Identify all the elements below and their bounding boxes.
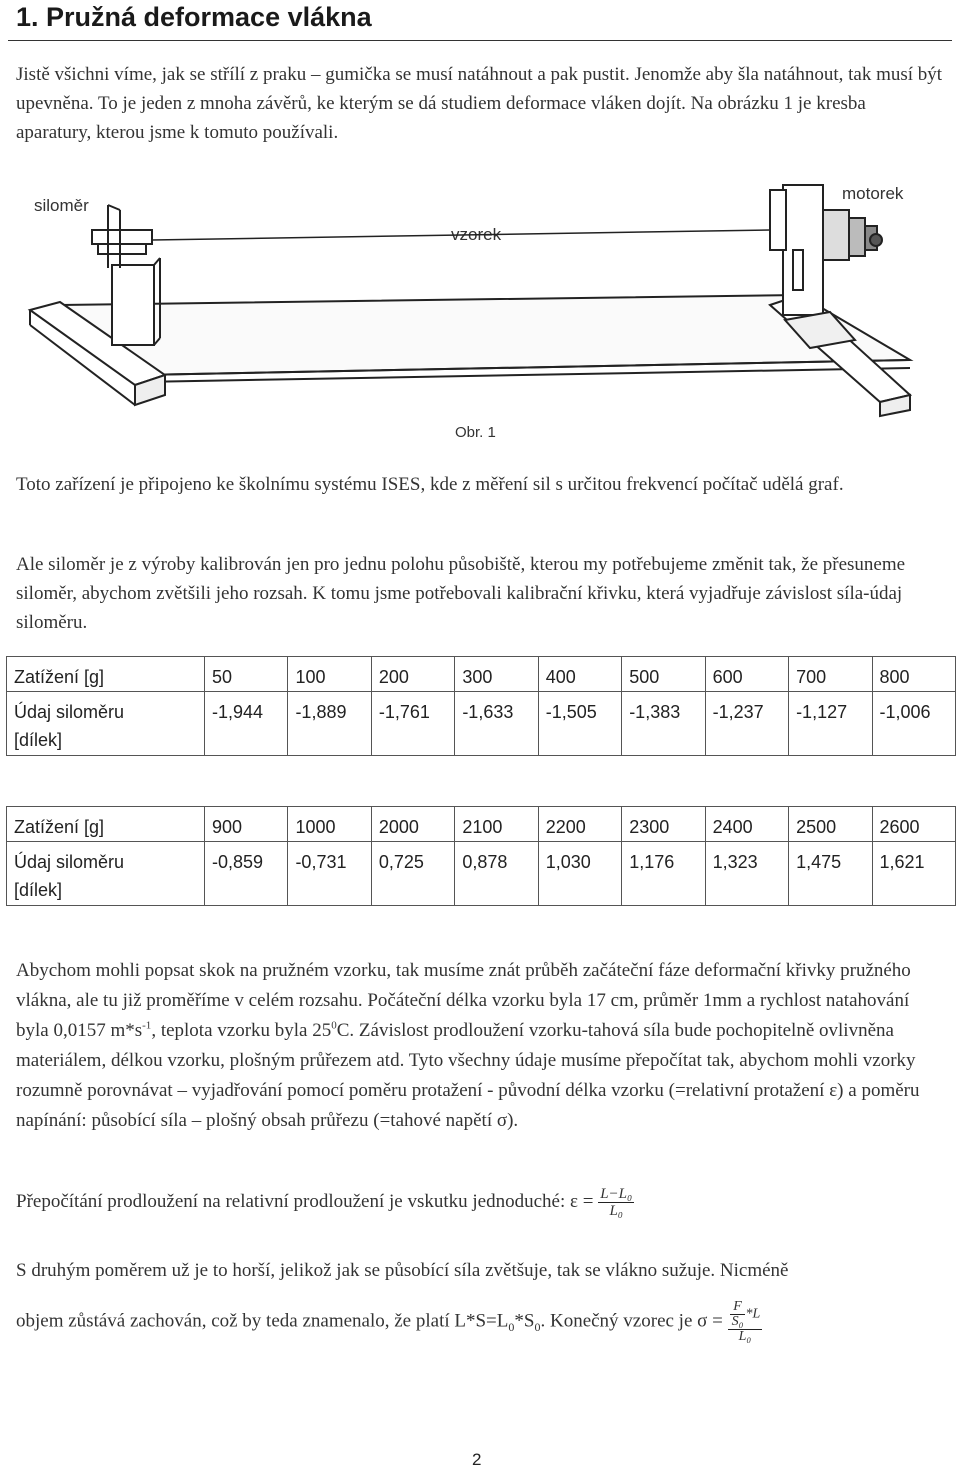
calibration-paragraph: Ale siloměr je z výroby kalibrován jen pro jednu polohu působiště, kterou my potřebujeme změnit tak, že přesuneme siloměr, abychom zvětšili jeho rozsah. K tomu jsme potřebovali kalibrační křivku, která vyjadřuje závislost síla-údaj siloměru.: [16, 554, 906, 633]
unit-exponent: -1: [142, 1019, 152, 1032]
apparatus-drawing: [0, 170, 960, 420]
sigma-inner-fraction: [730, 1300, 746, 1329]
table-cell: 600: [705, 657, 788, 692]
table-cell: -1,944: [205, 692, 288, 756]
table-header-reading-line2: [dílek]: [14, 880, 63, 901]
calibration-table-2: [6, 806, 956, 906]
table-cell: 1,176: [622, 842, 705, 906]
degree-mark: 0: [331, 1019, 337, 1032]
table-cell: 1,323: [705, 842, 788, 906]
table-row: [7, 657, 956, 692]
deformation-paragraph: [16, 956, 944, 1136]
sigma-inner-den: S₀: [731, 1314, 744, 1329]
figure-apparatus: [0, 170, 960, 460]
calibration-table-1: [6, 656, 956, 756]
table-header-reading-line1: Údaj siloměru: [14, 852, 125, 873]
table-row: [7, 842, 956, 906]
table-cell: 2200: [538, 807, 621, 842]
sigma-fraction: [728, 1300, 763, 1344]
table-cell: 0,725: [371, 842, 454, 906]
sigma-line-1: S druhým poměrem už je to horší, jelikož jak se působící síla zvětšuje, tak se vlákno sužuje. Nicméně: [16, 1260, 789, 1281]
sigma-paragraph: [16, 1300, 944, 1344]
table-row: [7, 807, 956, 842]
sigma-text-a: objem zůstává zachován, což by teda znamenalo, že platí L*S=L: [16, 1310, 509, 1332]
table-cell: -1,383: [622, 692, 705, 756]
epsilon-text: Přepočítání prodloužení na relativní prodloužení je vskutku jednoduché: ε =: [16, 1190, 594, 1212]
table-cell: -0,731: [288, 842, 371, 906]
table-cell: -1,505: [538, 692, 621, 756]
table-cell: 100: [288, 657, 371, 692]
table-cell: 2400: [705, 807, 788, 842]
table-cell: -0,859: [205, 842, 288, 906]
epsilon-denominator: L₀: [609, 1203, 624, 1219]
table-cell: 1,475: [789, 842, 872, 906]
table-header-reading: [7, 842, 205, 906]
sigma-inner-num: F: [730, 1300, 746, 1315]
sigma-numerator: [728, 1300, 763, 1330]
table-cell: -1,237: [705, 692, 788, 756]
table-cell: 200: [371, 657, 454, 692]
ises-paragraph: Toto zařízení je připojeno ke školnímu systému ISES, kde z měření sil s určitou frekvencí počítač udělá graf.: [16, 474, 844, 495]
figure-caption: Obr. 1: [455, 424, 496, 441]
table-cell: 2600: [872, 807, 956, 842]
figure-label-motorek: motorek: [842, 184, 904, 203]
table-cell: 900: [205, 807, 288, 842]
sigma-denominator: L₀: [738, 1329, 752, 1344]
table-cell: -1,127: [789, 692, 872, 756]
table-cell: 300: [455, 657, 538, 692]
table-cell: 2100: [455, 807, 538, 842]
table-header-load: Zatížení [g]: [7, 657, 205, 692]
table-cell: 2500: [789, 807, 872, 842]
page-number: 2: [472, 1450, 482, 1469]
table-cell: -1,633: [455, 692, 538, 756]
deformation-text-b: , teplota vzorku byla 25: [151, 1020, 332, 1041]
page-heading: 1. Pružná deformace vlákna: [16, 2, 372, 32]
sigma-text-c: . Konečný vzorec je σ =: [540, 1310, 723, 1332]
deformation-text-a: Abychom mohli popsat skok na pružném vzorku, tak musíme znát průběh začáteční fáze deformační křivky pružného vlákna, ale tu již proměříme v celém rozsahu. Počáteční délka vzorku byla 17 cm, průměr 1mm a rychlost natahování byla 0,0157 m*s: [16, 960, 911, 1041]
table-header-reading-line2: [dílek]: [14, 730, 63, 751]
table-cell: -1,889: [288, 692, 371, 756]
table-cell: 1000: [288, 807, 371, 842]
intro-paragraph: Jistě všichni víme, jak se střílí z praku – gumička se musí natáhnout a pak pustit. Jenomže aby šla natáhnout, tak musí být upevněna. To je jeden z mnoha závěrů, ke kterým se dá studiem deformace vláken dojít. Na obrázku 1 je kresba aparatury, kterou jsme k tomuto používali.: [16, 64, 943, 143]
table-header-reading-line1: Údaj siloměru: [14, 702, 125, 723]
table-cell: 1,030: [538, 842, 621, 906]
table-cell: 500: [622, 657, 705, 692]
deformation-text-c: C. Závislost prodloužení vzorku-tahová síla bude pochopitelně ovlivněna materiálem, délkou vzorku, plošným průřezem atd. Tyto všechny údaje musíme přepočítat tak, abychom mohli vzorky rozumně porovnávat – vyjadřování pomocí poměru protažení - původní délka vzorku (=relativní protažení ε) a poměru napínání: působící síla – plošný obsah průřezu (=tahové napětí σ).: [16, 1020, 920, 1131]
table-header-load: Zatížení [g]: [7, 807, 205, 842]
table-cell: 700: [789, 657, 872, 692]
table-row: [7, 692, 956, 756]
epsilon-paragraph: [16, 1186, 944, 1219]
sigma-num-rest: *L: [745, 1306, 761, 1322]
table-cell: 800: [872, 657, 956, 692]
table-cell: 2000: [371, 807, 454, 842]
subscript-zero: 0: [508, 1320, 515, 1335]
table-cell: 50: [205, 657, 288, 692]
heading-rule: [8, 40, 952, 41]
table-header-reading: [7, 692, 205, 756]
figure-label-silomer: siloměr: [34, 196, 89, 215]
table-cell: 1,621: [872, 842, 956, 906]
subscript-zero: 0: [534, 1320, 541, 1335]
table-cell: 2300: [622, 807, 705, 842]
table-cell: 400: [538, 657, 621, 692]
figure-label-vzorek: vzorek: [451, 225, 502, 244]
epsilon-fraction: [598, 1186, 634, 1219]
sigma-text-b: *S: [514, 1310, 535, 1332]
table-cell: -1,006: [872, 692, 956, 756]
epsilon-numerator: L−L₀: [600, 1186, 633, 1202]
table-cell: -1,761: [371, 692, 454, 756]
table-cell: 0,878: [455, 842, 538, 906]
